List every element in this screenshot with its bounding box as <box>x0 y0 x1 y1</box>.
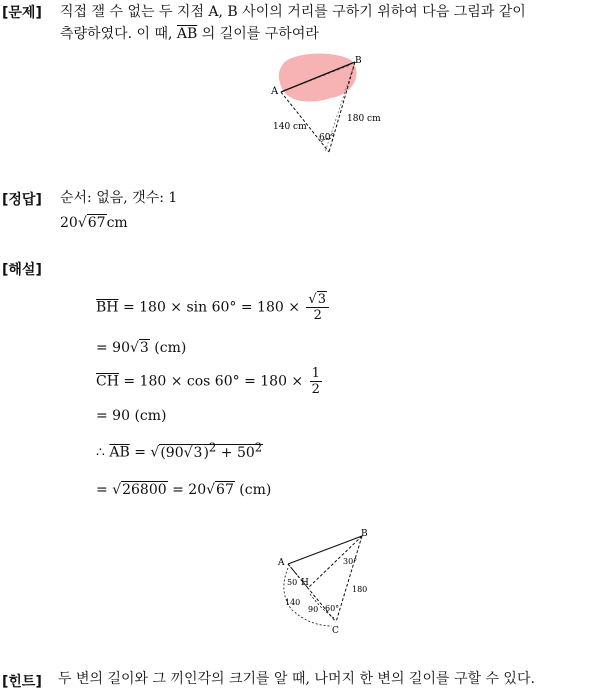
point-a-label: A <box>271 86 279 97</box>
segment-ab: $\overline{AB}$ <box>176 26 198 42</box>
solution-line-2: = 90√3 (cm) <box>96 340 187 356</box>
solution-line-6: = √26800 = 20√67 (cm) <box>96 482 272 498</box>
label-180: 180 <box>352 585 368 594</box>
label-60deg: 60° <box>325 604 340 613</box>
solution-line-1: $\overline{BH} = 180 \times \sin 60^\circ = 180$ × $\frac{√3}{2}$ <box>96 292 331 323</box>
bc-length: 180 cm <box>347 114 381 124</box>
answer-line-1: 순서: 없음, 갯수: 1 <box>60 190 178 206</box>
label-30deg: 30° <box>343 557 358 566</box>
angle-c: 60° <box>319 133 335 143</box>
answer-label: [정답] <box>2 192 42 208</box>
label-90: 90 <box>308 605 319 614</box>
hint-text: 두 변의 길이와 그 끼인각의 크기를 알 때, 나머지 한 변의 길이를 구할 수 있다. <box>58 671 535 687</box>
solution-label: [해설] <box>2 262 42 278</box>
problem-line-1: 직접 잴 수 없는 두 지점 A, B 사이의 거리를 구하기 위하여 다음 그림과 같이 <box>60 4 526 20</box>
point-a-label: A <box>278 558 285 568</box>
answer-value: 20√67cm <box>60 215 128 231</box>
problem-label: [문제] <box>2 5 42 21</box>
point-b-label: B <box>361 529 368 539</box>
label-50: 50 <box>287 578 298 587</box>
problem-figure <box>265 52 390 157</box>
hint-label: [힌트] <box>2 674 42 690</box>
solution-line-5: ∴ $\overline{AB} = √(90√3)^2 + 50^2$ <box>96 440 263 461</box>
label-140: 140 <box>285 598 301 607</box>
solution-line-4: = 90 (cm) <box>96 408 167 424</box>
problem-line-2: 측량하였다. 이 때, $\overline{AB}$ 의 길이를 구하여라 <box>60 26 319 42</box>
ac-length: 140 cm <box>273 122 307 132</box>
solution-line-3: $\overline{CH} = 180 \times \cos 60^\circ = 180$ × $\frac{1}{2}$ <box>96 366 320 397</box>
point-b-label: B <box>355 56 362 66</box>
solution-figure <box>270 522 390 640</box>
point-h-label: H <box>301 578 309 588</box>
point-c-label: C <box>332 626 339 636</box>
